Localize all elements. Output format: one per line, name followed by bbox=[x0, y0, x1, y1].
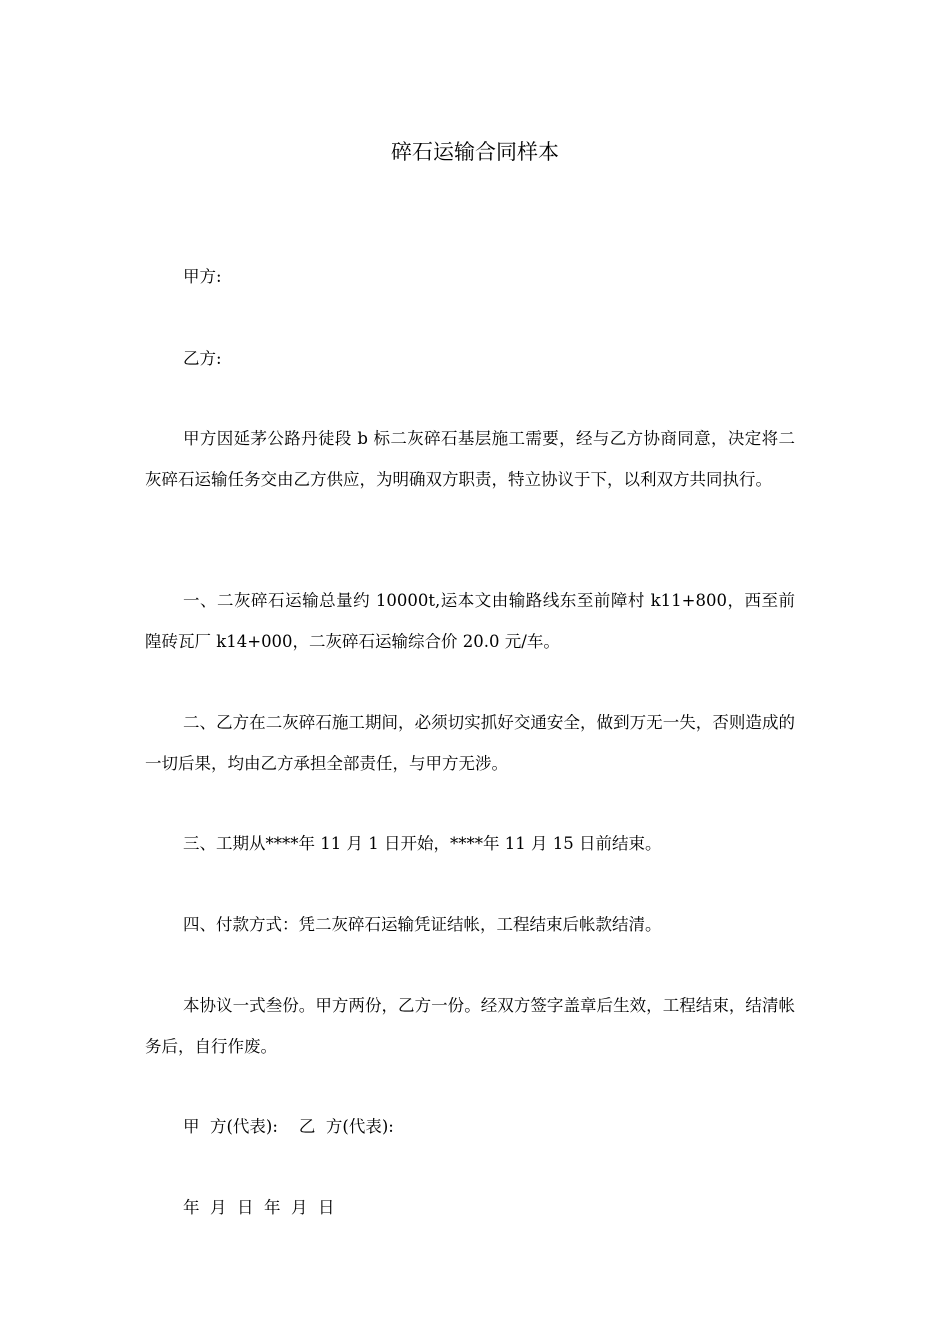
document-title: 碎石运输合同样本 bbox=[391, 140, 559, 164]
party-a-line: 甲方: bbox=[183, 267, 222, 286]
clause-1-paragraph: 一、二灰碎石运输总量约 10000t,运本文由输路线东至前障村 k11+800，西至前隍砖瓦厂 k14+000，二灰碎石运输综合价 20.0 元/车。 bbox=[145, 591, 795, 651]
intro-paragraph: 甲方因延茅公路丹徒段 b 标二灰碎石基层施工需要，经与乙方协商同意，决定将二灰碎石运输任务交由乙方供应，为明确双方职责，特立协议于下，以利双方共同执行。 bbox=[145, 429, 795, 489]
clause-2-paragraph: 二、乙方在二灰碎石施工期间，必须切实抓好交通安全，做到万无一失，否则造成的一切后果，均由乙方承担全部责任，与甲方无涉。 bbox=[145, 713, 795, 773]
clause-4-paragraph: 四、付款方式：凭二灰碎石运输凭证结帐，工程结束后帐款结清。 bbox=[183, 915, 662, 934]
closing-paragraph: 本协议一式叁份。甲方两份，乙方一份。经双方签字盖章后生效，工程结束，结清帐务后，自行作废。 bbox=[145, 996, 795, 1056]
clause-3-paragraph: 三、工期从****年 11 月 1 日开始，****年 11 月 15 日前结束。 bbox=[183, 834, 662, 853]
date-line: 年 月 日 年 月 日 bbox=[183, 1198, 335, 1217]
party-b-line: 乙方: bbox=[183, 349, 222, 368]
signature-line: 甲 方(代表): 乙 方(代表): bbox=[183, 1117, 394, 1136]
